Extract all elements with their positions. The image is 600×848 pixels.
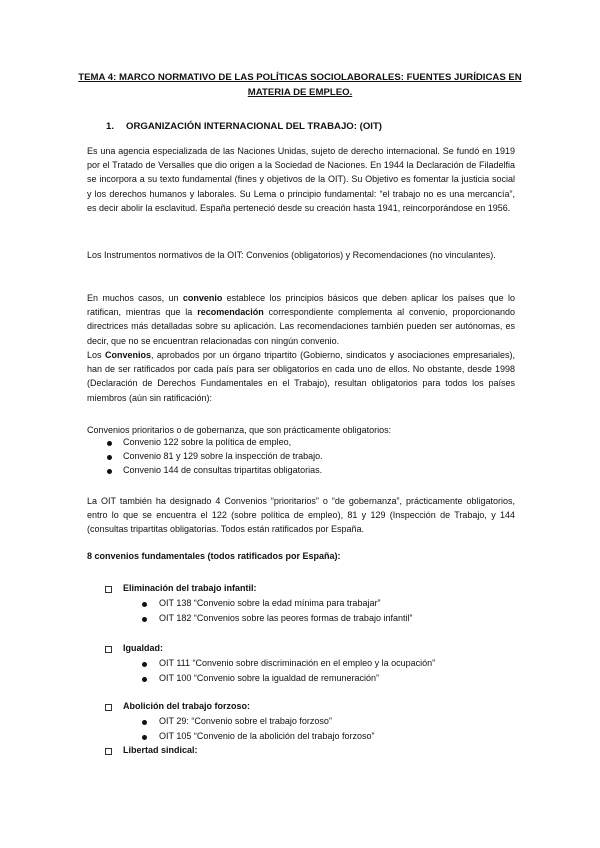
category-label: Libertad sindical: xyxy=(123,745,198,755)
list-item: Convenio 81 y 129 sobre la inspección de trabajo. xyxy=(123,451,323,461)
fundamental-heading: 8 convenios fundamentales (todos ratificados por España): xyxy=(87,551,341,561)
paragraph-governance: La OIT también ha designado 4 Convenios “prioritarios” o “de gobernanza”, prácticamente obligatorios, entro lo que se encuentra el 122 (sobre política de empleo), 81 y 129 (Inspección de Trabajo, y 144 (consultas tripartitas obligatorias. Todos están ratificados por España. xyxy=(87,496,515,535)
term-convenios: Convenios xyxy=(104,350,151,360)
list-item: OIT 182 “Convenios sobre las peores formas de trabajo infantil” xyxy=(159,613,413,623)
checkbox-icon xyxy=(105,704,112,711)
bullet-icon xyxy=(142,602,147,607)
title-line-1: TEMA 4: MARCO NORMATIVO DE LAS POLÍTICAS SOCIOLABORALES: FUENTES JURÍDICAS EN xyxy=(78,72,522,83)
list-item: OIT 29: “Convenio sobre el trabajo forzoso” xyxy=(159,716,332,726)
bullet-icon xyxy=(142,677,147,682)
bullet-icon xyxy=(142,720,147,725)
list-item: OIT 100 “Convenio sobre la igualdad de remuneración” xyxy=(159,673,379,683)
category-label: Igualdad: xyxy=(123,643,163,653)
checkbox-icon xyxy=(105,646,112,653)
bullet-icon xyxy=(107,441,112,446)
list-item: OIT 105 “Convenio de la abolición del trabajo forzoso” xyxy=(159,731,375,741)
paragraph-oit-intro: Es una agencia especializada de las Naciones Unidas, sujeto de derecho internacional. Se fundó en 1919 por el Tratado de Versalles que dio origen a la Sociedad de Naciones. En 1944 la Declaración de Filadelfia se incorpora a su texto fundamental (fines y objetivos de la OIT). Su Objetivo es fomentar la justicia social y los derechos humanos y laborales. Su Lema o principio fundamental: “el trabajo no es una mercancía”, es decir abolir la esclavitud. España perteneció desde su creación hasta 1941, reincorporándose en 1956. xyxy=(87,146,515,213)
checkbox-icon xyxy=(105,586,112,593)
section-heading-text: ORGANIZACIÓN INTERNACIONAL DEL TRABAJO: (OIT) xyxy=(126,121,383,132)
paragraph-convenios: Los Convenios, aprobados por un órgano tripartito (Gobierno, sindicatos y asociaciones empresariales), han de ser ratificados por cada país para ser obligatorios en cada uno de ellos. No obstante, desde 1998 (Declaración de Derechos Fundamentales en el Trabajo), resultan obligatorios para todos los países miembros (aún sin ratificación): xyxy=(87,350,516,403)
paragraph-convenio-recomendacion: En muchos casos, un convenio establece los principios básicos que deben aplicar los países que lo ratifican, mientras que la recomendación correspondiente complementa al convenio, proporcionando directrices más detalladas sobre su aplicación. Las recomendaciones también pueden ser autónomas, es decir, que no se encuentran relacionadas con ningún convenio. xyxy=(87,293,516,346)
term-recomendacion: recomendación xyxy=(197,307,264,318)
bullet-icon xyxy=(107,455,112,460)
title-line-2: MATERIA DE EMPLEO. xyxy=(247,87,353,98)
bullet-icon xyxy=(142,662,147,667)
category-label: Abolición del trabajo forzoso: xyxy=(123,701,251,711)
term-convenio: convenio xyxy=(182,293,223,303)
bullet-icon xyxy=(107,469,112,474)
checkbox-icon xyxy=(105,748,112,755)
paragraph-instruments: Los Instrumentos normativos de la OIT: Convenios (obligatorios) y Recomendaciones (no vinculantes). xyxy=(87,250,496,260)
document-title xyxy=(70,70,530,100)
list-item: Convenio 122 sobre la política de empleo, xyxy=(123,437,292,447)
list-item: Convenio 144 de consultas tripartitas obligatorias. xyxy=(123,465,323,475)
bullet-icon xyxy=(142,735,147,740)
list-item: OIT 138 “Convenio sobre la edad mínima para trabajar” xyxy=(159,598,381,608)
section-number: 1. xyxy=(106,121,115,132)
paragraph-priority-intro: Convenios prioritarios o de gobernanza, que son prácticamente obligatorios: xyxy=(87,425,392,435)
section-heading xyxy=(106,121,382,132)
category-label: Eliminación del trabajo infantil: xyxy=(123,583,257,593)
bullet-icon xyxy=(142,617,147,622)
list-item: OIT 111 “Convenio sobre discriminación en el empleo y la ocupación” xyxy=(159,658,436,668)
